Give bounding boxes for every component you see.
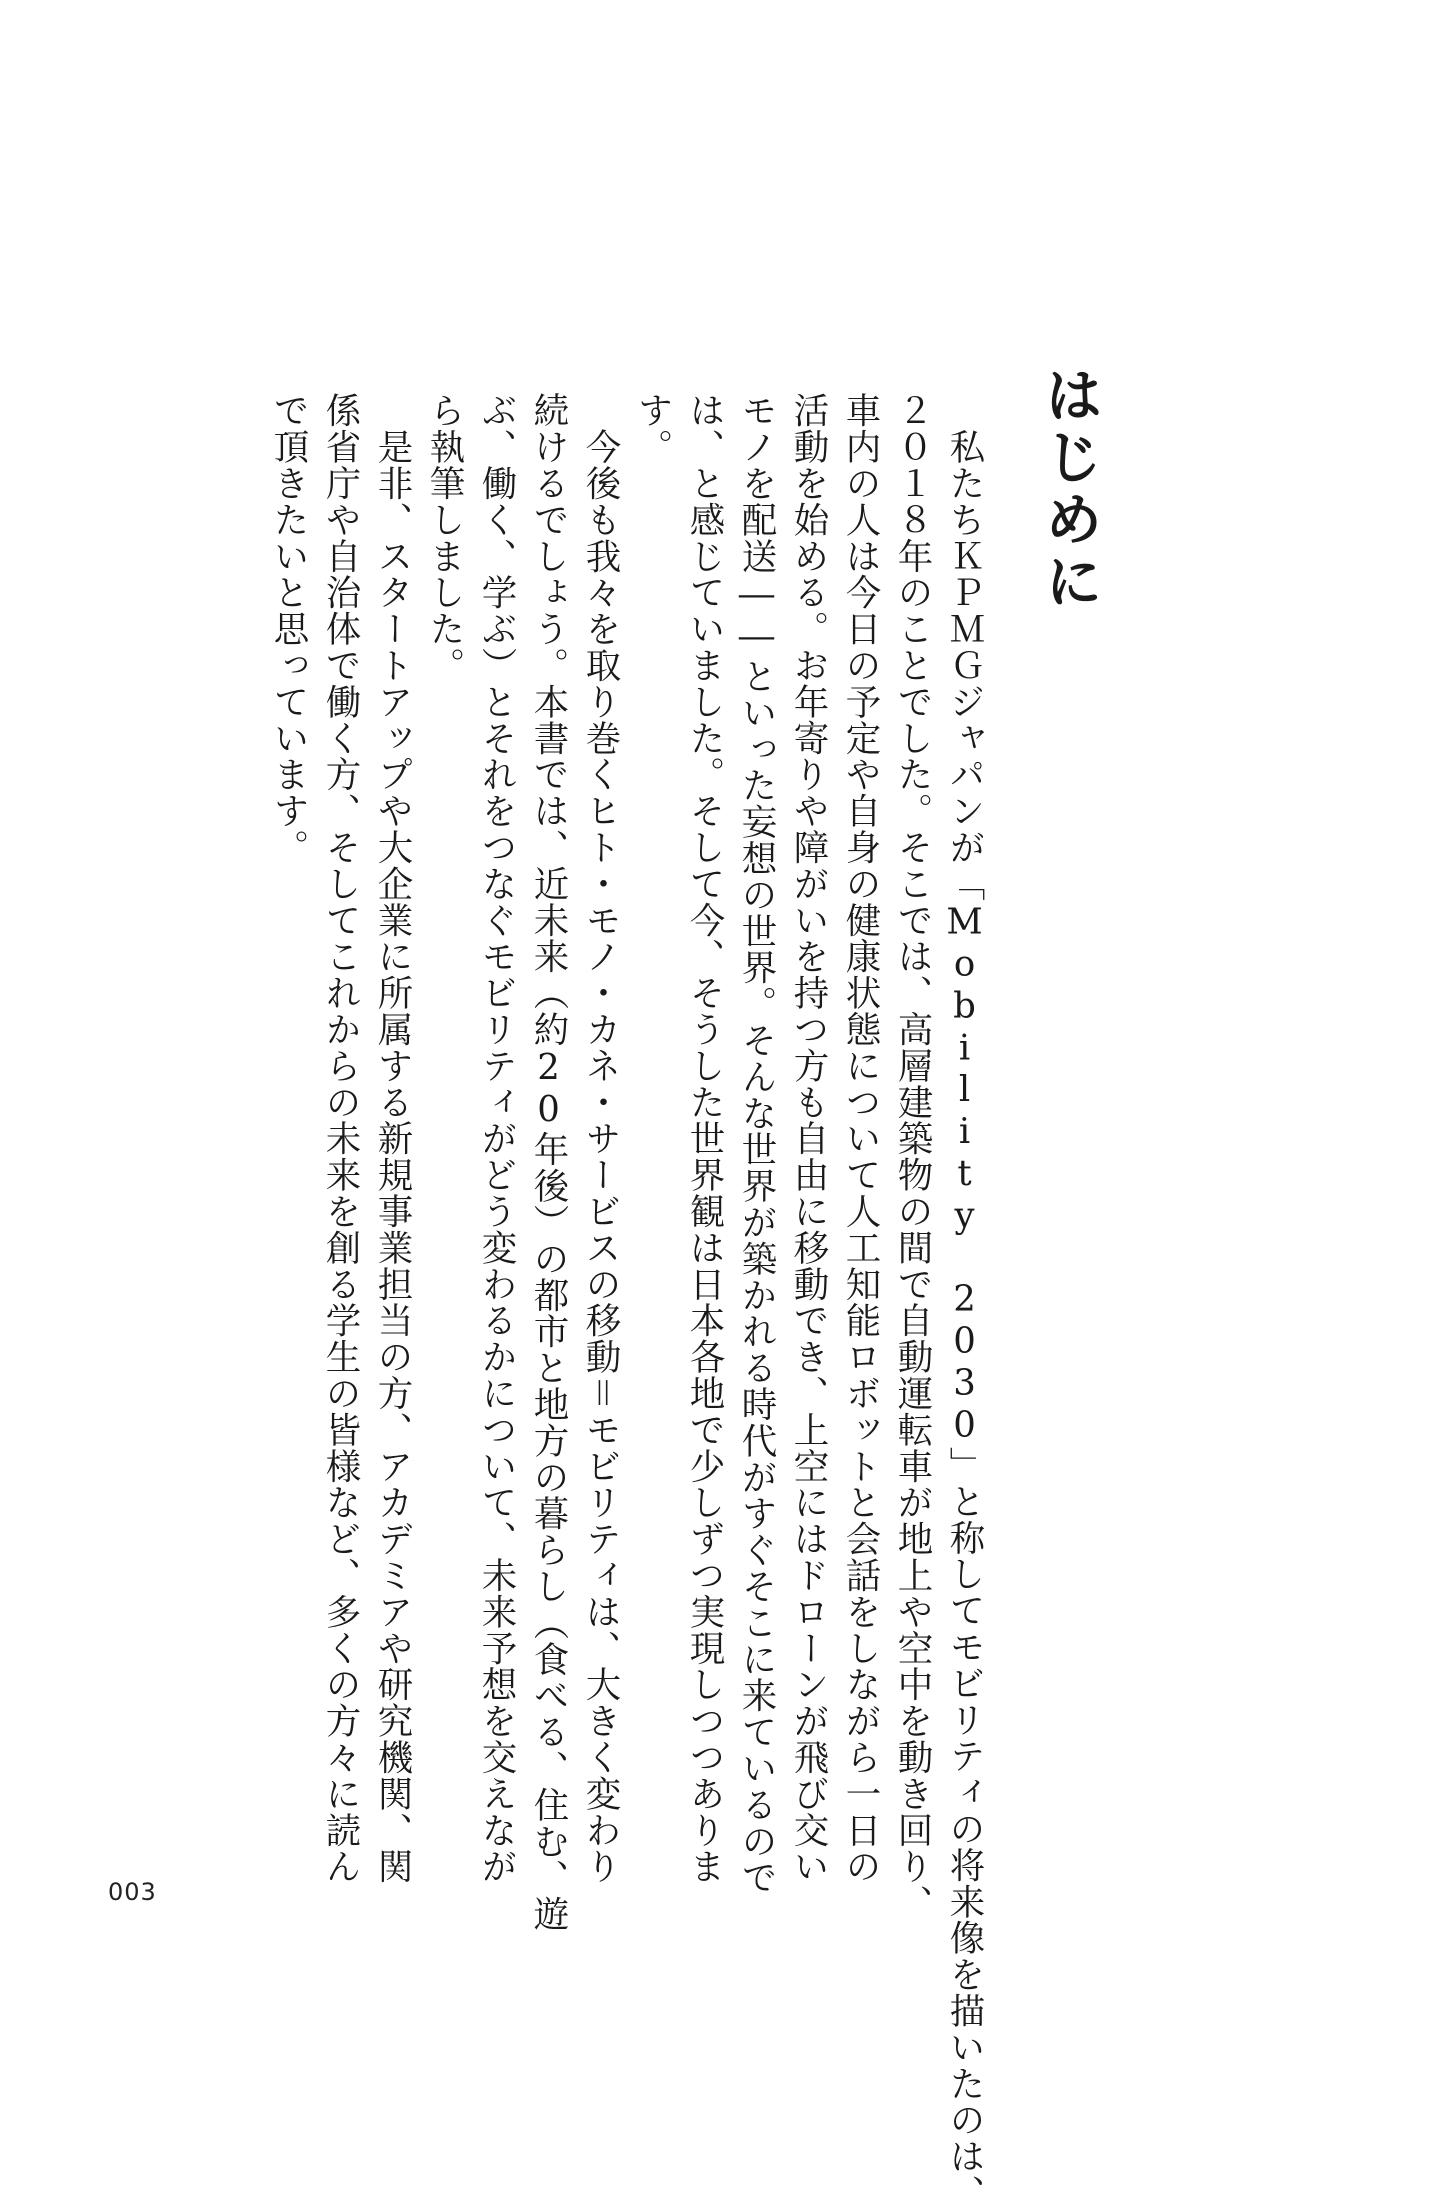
body-line: す。 xyxy=(632,392,673,465)
page-number: 003 xyxy=(108,1878,157,1906)
body-line: 係省庁や自治体で働く方、そしてこれからの未来を創る学生の皆様など、多くの方々に読ん xyxy=(320,392,361,1885)
body-line: 車内の人は今日の予定や自身の健康状態について人工知能ロボットと会話をしながら一日の xyxy=(840,392,881,1885)
body-line: 是非、スタートアップや大企業に所属する新規事業担当の方、アカデミアや研究機関、関 xyxy=(372,392,413,1885)
body-line: ら執筆しました。 xyxy=(424,392,465,684)
chapter-title: はじめに xyxy=(1035,365,1103,613)
body-line: ぶ、働く、学ぶ）とそれをつなぐモビリティがどう変わるかについて、未来予想を交えなが xyxy=(476,392,517,1885)
body-text xyxy=(190,392,990,2211)
body-line: 今後も我々を取り巻くヒト・モノ・カネ・サービスの移動＝モビリティは、大きく変わり xyxy=(580,392,621,1885)
body-line: 活動を始める。お年寄りや障がいを持つ方も自由に移動でき、上空にはドローンが飛び交い xyxy=(788,392,829,1885)
body-line: 私たちＫＰＭＧジャパンが「Mobility 2030」と称してモビリティの将来像を描いたのは、 xyxy=(944,392,985,2211)
body-line: は、と感じていました。そして今、そうした世界観は日本各地で少しずつ実現しつつありま xyxy=(684,392,725,1885)
body-line: モノを配送――といった妄想の世界。そんな世界が築かれる時代がすぐそこに来ているので xyxy=(736,392,777,1896)
body-line: 続けるでしょう。本書では、近未来（約20年後）の都市と地方の暮らし（食べる、住む、遊 xyxy=(528,392,569,1932)
body-line: で頂きたいと思っています。 xyxy=(268,392,309,866)
body-line: ２０１８年のことでした。そこでは、高層建築物の間で自動運転車が地上や空中を動き回り、 xyxy=(892,392,933,1921)
